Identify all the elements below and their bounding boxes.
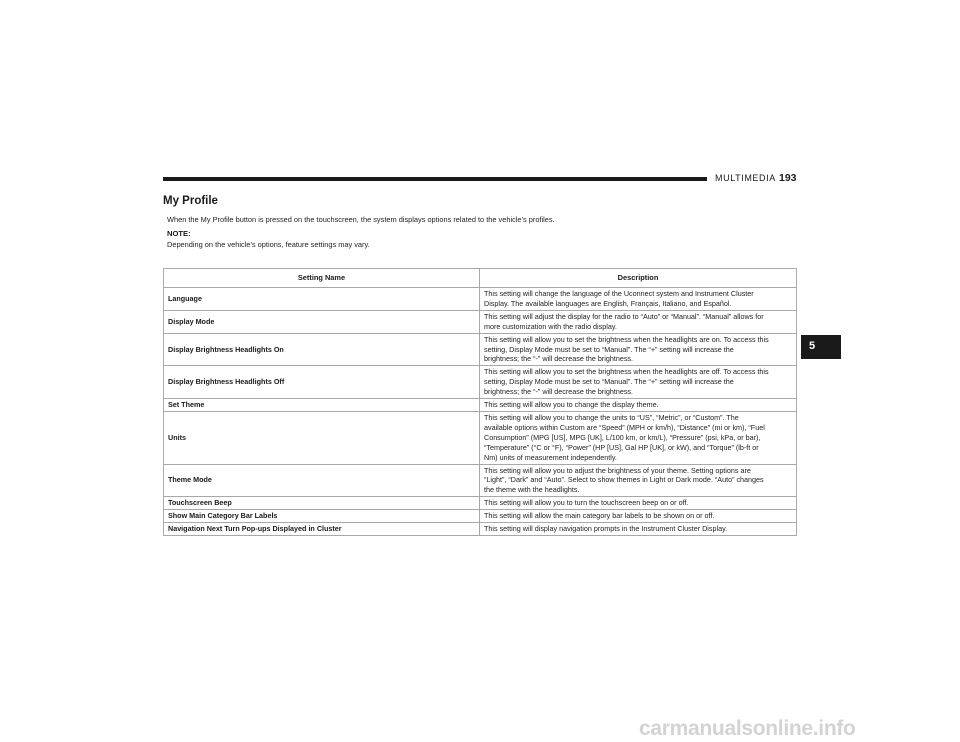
table-row	[164, 464, 797, 497]
description-line: This setting will change the language of the Uconnect system and Instrument Cluster	[484, 289, 754, 298]
setting-name-cell: Display Brightness Headlights On	[164, 333, 480, 366]
description-line: Display. The available languages are English, Français, Italiano, and Español.	[484, 298, 732, 308]
setting-description-cell	[480, 523, 797, 536]
table-body	[164, 288, 797, 536]
column-header-setting-name: Setting Name	[164, 269, 480, 288]
setting-name-cell: Touchscreen Beep	[164, 497, 480, 510]
setting-description-cell	[480, 399, 797, 412]
description-line: This setting will allow you to adjust the brightness of your theme. Setting options are	[484, 465, 751, 475]
setting-name-cell: Units	[164, 411, 480, 464]
setting-name-cell: Navigation Next Turn Pop-ups Displayed in Cluster	[164, 523, 480, 536]
description-line: This setting will adjust the display for the radio to “Auto” or “Manual”. “Manual” allows for	[484, 311, 764, 321]
setting-description-cell	[480, 288, 797, 311]
description-line: brightness; the “-” will decrease the brightness.	[484, 354, 634, 364]
watermark-text: carmanualsonline.info	[639, 717, 856, 740]
table-row	[164, 411, 797, 464]
column-header-description: Description	[480, 269, 797, 288]
description-line: more customization with the radio display.	[484, 321, 617, 331]
description-line: This setting will allow the main category bar labels to be shown on or off.	[484, 511, 715, 521]
description-line: setting, Display Mode must be set to “Manual”. The “+” setting will increase the	[484, 344, 734, 354]
setting-description-cell	[480, 411, 797, 464]
header-rule	[163, 177, 707, 181]
description-line: setting, Display Mode must be set to “Manual”. The “+” setting will increase the	[484, 377, 734, 387]
setting-name-cell: Language	[164, 288, 480, 311]
intro-paragraph: When the My Profile button is pressed on the touchscreen, the system displays options related to the vehicle’s profiles.	[167, 215, 555, 224]
table-row	[164, 310, 797, 333]
description-line: “Light”, “Dark” and “Auto”. Select to show themes in Light or Dark mode. “Auto” changes	[484, 475, 764, 485]
description-line: This setting will allow you to turn the touchscreen beep on or off.	[484, 498, 689, 508]
description-line: brightness; the “-” will decrease the brightness.	[484, 387, 634, 397]
setting-description-cell	[480, 333, 797, 366]
description-line: This setting will allow you to set the brightness when the headlights are off. To access this	[484, 367, 769, 377]
note-label: NOTE:	[167, 229, 191, 238]
section-header: MULTIMEDIA	[715, 173, 776, 183]
table-row	[164, 288, 797, 311]
description-line: This setting will allow you to set the brightness when the headlights are on. To access this	[484, 334, 769, 344]
description-line: Consumption” (MPG [US], MPG [UK], L/100 km, or km/L), “Pressure” (psi, kPa, or bar),	[484, 432, 761, 442]
table-row	[164, 523, 797, 536]
setting-description-cell	[480, 464, 797, 497]
description-line: Nm) units of measurement independently.	[484, 452, 617, 462]
description-line: the theme with the headlights.	[484, 485, 580, 495]
chapter-tab: 5	[801, 335, 841, 359]
description-line: available options within Custom are “Speed” (MPH or km/h), “Distance” (mi or km), “Fuel	[484, 422, 765, 432]
description-line: This setting will allow you to change the display theme.	[484, 400, 659, 410]
table-row	[164, 399, 797, 412]
setting-description-cell	[480, 510, 797, 523]
setting-name-cell: Display Mode	[164, 310, 480, 333]
table-row	[164, 510, 797, 523]
page-number: 193	[779, 172, 797, 184]
description-line: “Temperature” (°C or °F), “Power” (HP [US], Gal HP [UK], or kW), and “Torque” (lb-ft or	[484, 442, 759, 452]
setting-name-cell: Display Brightness Headlights Off	[164, 366, 480, 399]
setting-name-cell: Show Main Category Bar Labels	[164, 510, 480, 523]
setting-name-cell: Set Theme	[164, 399, 480, 412]
table-row	[164, 366, 797, 399]
description-line: This setting will allow you to change the units to “US”, “Metric”, or “Custom”. The	[484, 412, 739, 422]
setting-description-cell	[480, 497, 797, 510]
table-row	[164, 333, 797, 366]
settings-table	[163, 268, 797, 536]
page-title: My Profile	[163, 195, 218, 207]
description-line: This setting will display navigation prompts in the Instrument Cluster Display.	[484, 524, 728, 534]
setting-name-cell: Theme Mode	[164, 464, 480, 497]
table-row	[164, 497, 797, 510]
setting-description-cell	[480, 366, 797, 399]
note-text: Depending on the vehicle’s options, feature settings may vary.	[167, 240, 370, 249]
table-header-row	[164, 269, 797, 288]
setting-description-cell	[480, 310, 797, 333]
